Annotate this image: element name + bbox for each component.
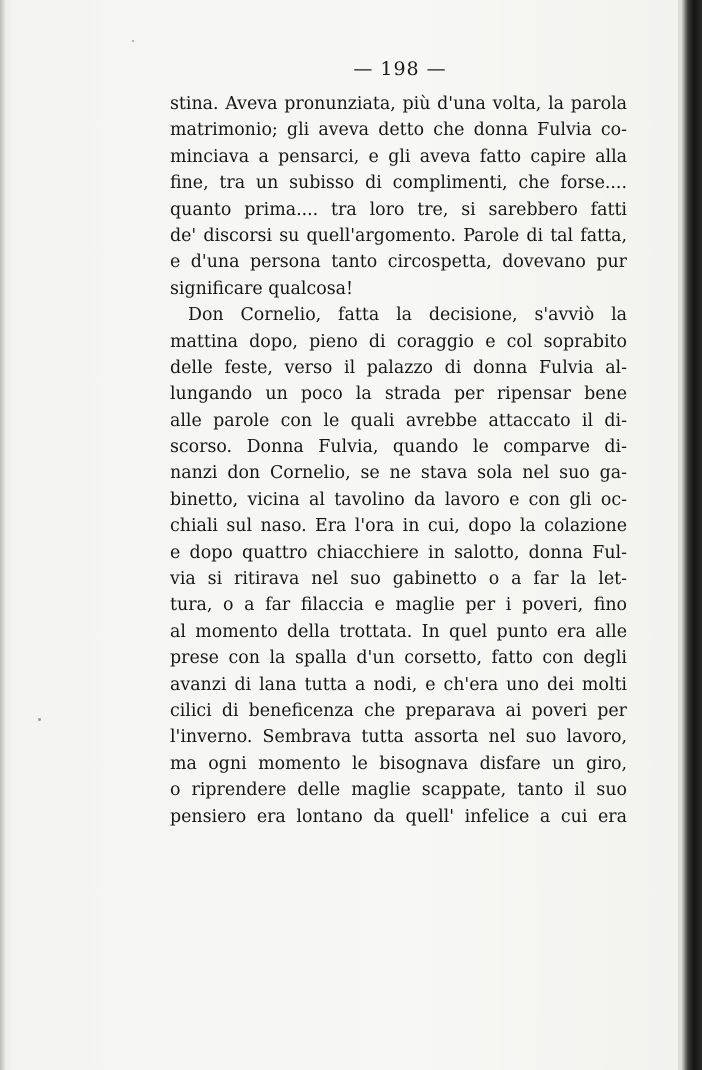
paper-speck [38, 718, 41, 721]
text-line: mattina dopo, pieno di coraggio e col soprabito [170, 331, 627, 352]
text-line: via si ritirava nel suo gabinetto o a far la let- [170, 569, 627, 590]
book-binding-edge [682, 0, 702, 1070]
text-line: binetto, vicina al tavolino da lavoro e con gli oc- [170, 489, 627, 510]
text-line: cilici di beneficenza che preparava ai poveri per [170, 700, 627, 721]
text-line: de' discorsi su quell'argomento. Parole di tal fatta, [170, 225, 627, 246]
text-line: minciava a pensarci, e gli aveva fatto capire alla [170, 146, 627, 167]
text-line: matrimonio; gli aveva detto che donna Fulvia co- [170, 120, 627, 141]
text-line: pensiero era lontano da quell' infelice a cui era [170, 806, 627, 827]
text-line-paragraph-end: significare qualcosa! [170, 278, 353, 299]
text-line: e dopo quattro chiacchiere in salotto, donna Ful- [170, 542, 627, 563]
text-line: alle parole con le quali avrebbe attaccato il di- [170, 410, 627, 431]
text-line: ma ogni momento le bisognava disfare un giro, [170, 753, 627, 774]
text-line: e d'una persona tanto circospetta, dovevano pur [170, 252, 627, 273]
paper-speck [132, 40, 134, 42]
text-line: lungando un poco la strada per ripensar bene [170, 384, 627, 405]
text-line: delle feste, verso il palazzo di donna Fulvia al- [170, 357, 627, 378]
text-line: l'inverno. Sembrava tutta assorta nel suo lavoro, [170, 727, 627, 748]
text-line: chiali sul naso. Era l'ora in cui, dopo la colazione [170, 516, 627, 537]
body-text [170, 91, 627, 830]
text-line: prese con la spalla d'un corsetto, fatto con degli [170, 648, 627, 669]
page-number: — 198 — [353, 58, 447, 80]
text-line: nanzi don Cornelio, se ne stava sola nel suo ga- [170, 463, 627, 484]
text-line: stina. Aveva pronunziata, più d'una volta, la parola [170, 94, 627, 114]
page-left-edge-shadow [0, 0, 5, 1070]
text-line: fine, tra un subisso di complimenti, che forse.... [170, 173, 627, 194]
text-line: tura, o a far filaccia e maglie per i poveri, fino [170, 595, 627, 616]
text-line: al momento della trottata. In quel punto era alle [170, 621, 627, 642]
text-line: o riprendere delle maglie scappate, tanto il suo [170, 780, 627, 801]
text-line: scorso. Donna Fulvia, quando le comparve di- [170, 437, 627, 458]
text-line: avanzi di lana tutta a nodi, e ch'era uno dei molti [170, 674, 627, 695]
text-line-paragraph-start: Don Cornelio, fatta la decisione, s'avviò la [188, 305, 627, 326]
text-line: quanto prima.... tra loro tre, si sarebbero fatti [170, 199, 627, 220]
